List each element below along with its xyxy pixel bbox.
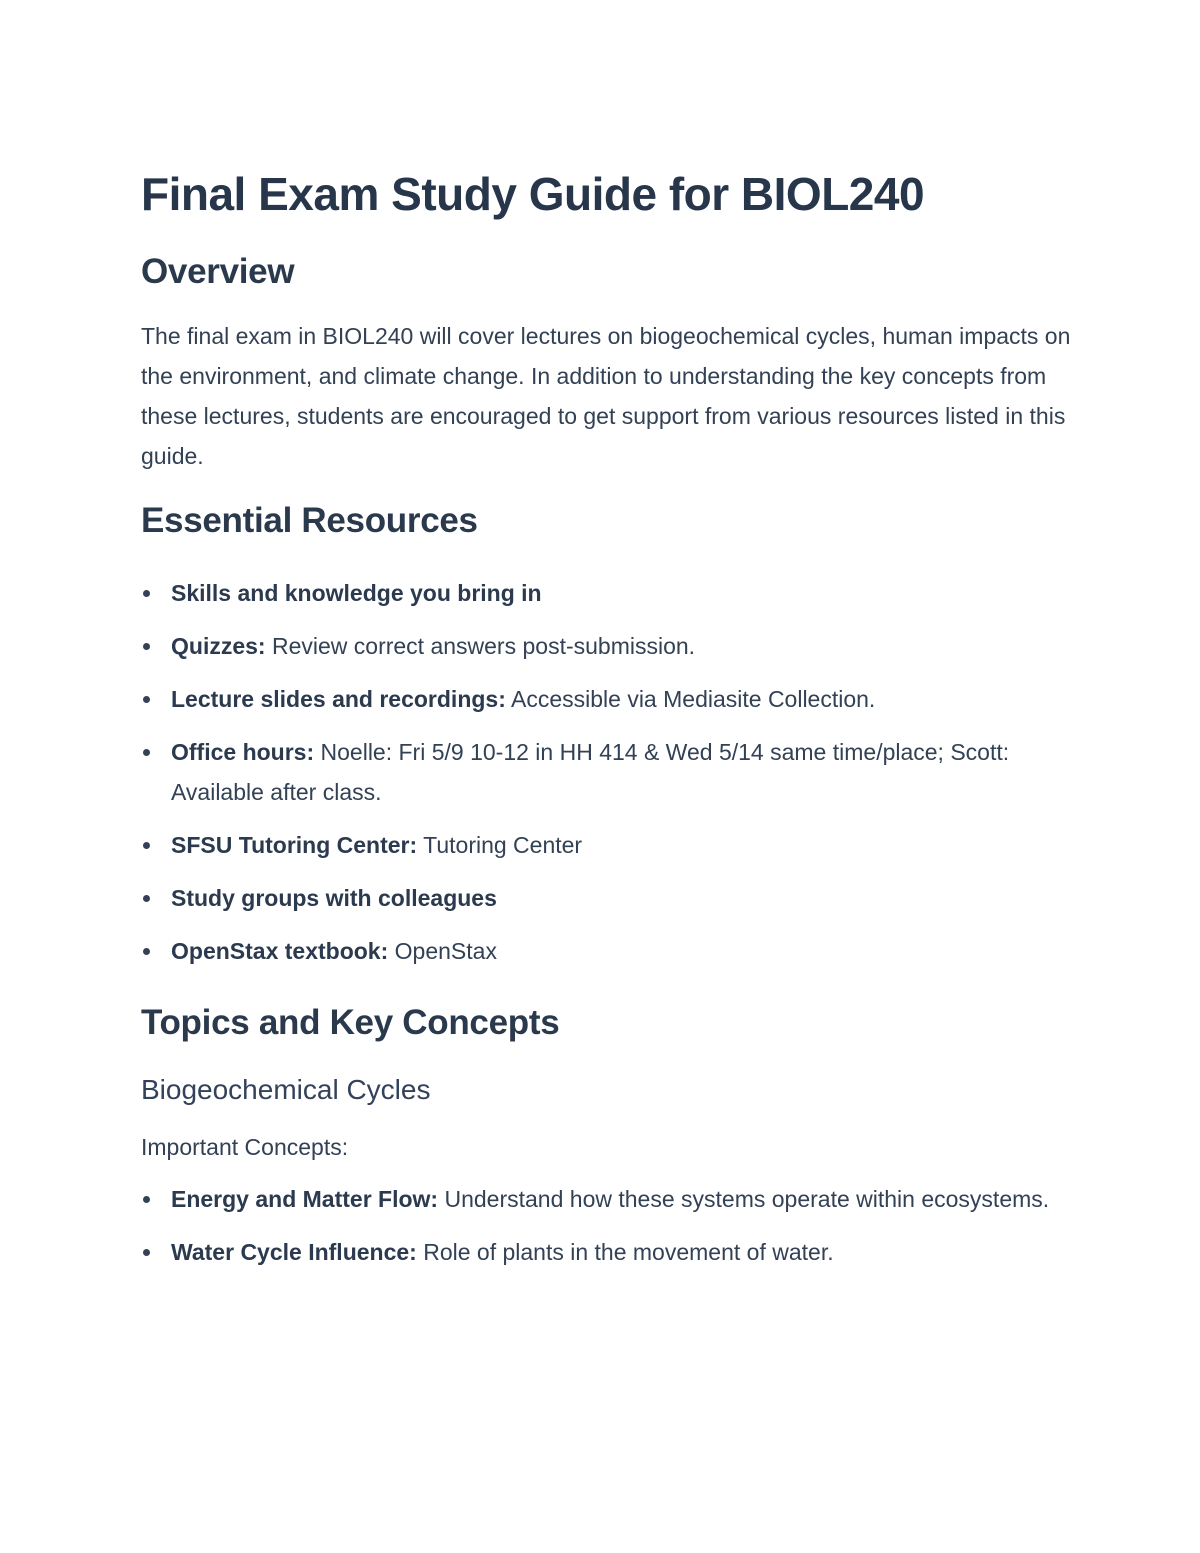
item-text: Understand how these systems operate within ecosystems. [438, 1186, 1050, 1212]
item-text: Tutoring Center [417, 832, 583, 858]
bullet-icon [143, 948, 150, 955]
item-text: Role of plants in the movement of water. [416, 1239, 834, 1265]
overview-paragraph: The final exam in BIOL240 will cover lectures on biogeochemical cycles, human impacts on the environment, and climate change. In addition to understanding the key concepts from these lectures, students are encouraged to get support from various resources listed in this guide. [141, 323, 1071, 469]
list-item [141, 679, 1081, 719]
item-label: SFSU Tutoring Center: [171, 832, 418, 858]
resources-list [141, 573, 1081, 971]
topics-heading: Topics and Key Concepts [141, 1003, 560, 1042]
item-label: Energy and Matter Flow: [171, 1186, 439, 1212]
item-text: Noelle: Fri 5/9 10-12 in HH 414 & Wed 5/14 same time/place; Scott: Available after class. [171, 739, 1010, 805]
list-item [141, 626, 1081, 666]
list-item [141, 931, 1081, 971]
bullet-icon [143, 895, 150, 902]
bullet-icon [143, 842, 150, 849]
list-item [141, 1179, 1081, 1219]
important-concepts-label: Important Concepts: [141, 1134, 349, 1160]
list-item [141, 573, 1081, 613]
item-label: OpenStax textbook: [171, 938, 389, 964]
bullet-icon [143, 696, 150, 703]
list-item [141, 732, 1081, 812]
list-item [141, 825, 1081, 865]
page-title: Final Exam Study Guide for BIOL240 [141, 168, 925, 220]
bullet-icon [143, 1196, 150, 1203]
list-item [141, 1232, 1081, 1272]
item-label: Lecture slides and recordings: [171, 686, 506, 712]
bullet-icon [143, 1249, 150, 1256]
item-label: Office hours: [171, 739, 315, 765]
item-label: Water Cycle Influence: [171, 1239, 417, 1265]
concepts-list [141, 1179, 1081, 1272]
essential-resources-heading: Essential Resources [141, 501, 478, 540]
item-label: Quizzes: [171, 633, 266, 659]
item-label: Study groups with colleagues [171, 885, 497, 911]
bullet-icon [143, 749, 150, 756]
item-text: Accessible via Mediasite Collection. [505, 686, 876, 712]
item-label: Skills and knowledge you bring in [171, 580, 542, 606]
biogeochemical-cycles-heading: Biogeochemical Cycles [141, 1074, 431, 1105]
overview-heading: Overview [141, 252, 295, 291]
item-text: Review correct answers post-submission. [265, 633, 696, 659]
bullet-icon [143, 643, 150, 650]
document-page [141, 162, 1081, 1285]
item-text: OpenStax [388, 938, 497, 964]
list-item [141, 878, 1081, 918]
bullet-icon [143, 590, 150, 597]
